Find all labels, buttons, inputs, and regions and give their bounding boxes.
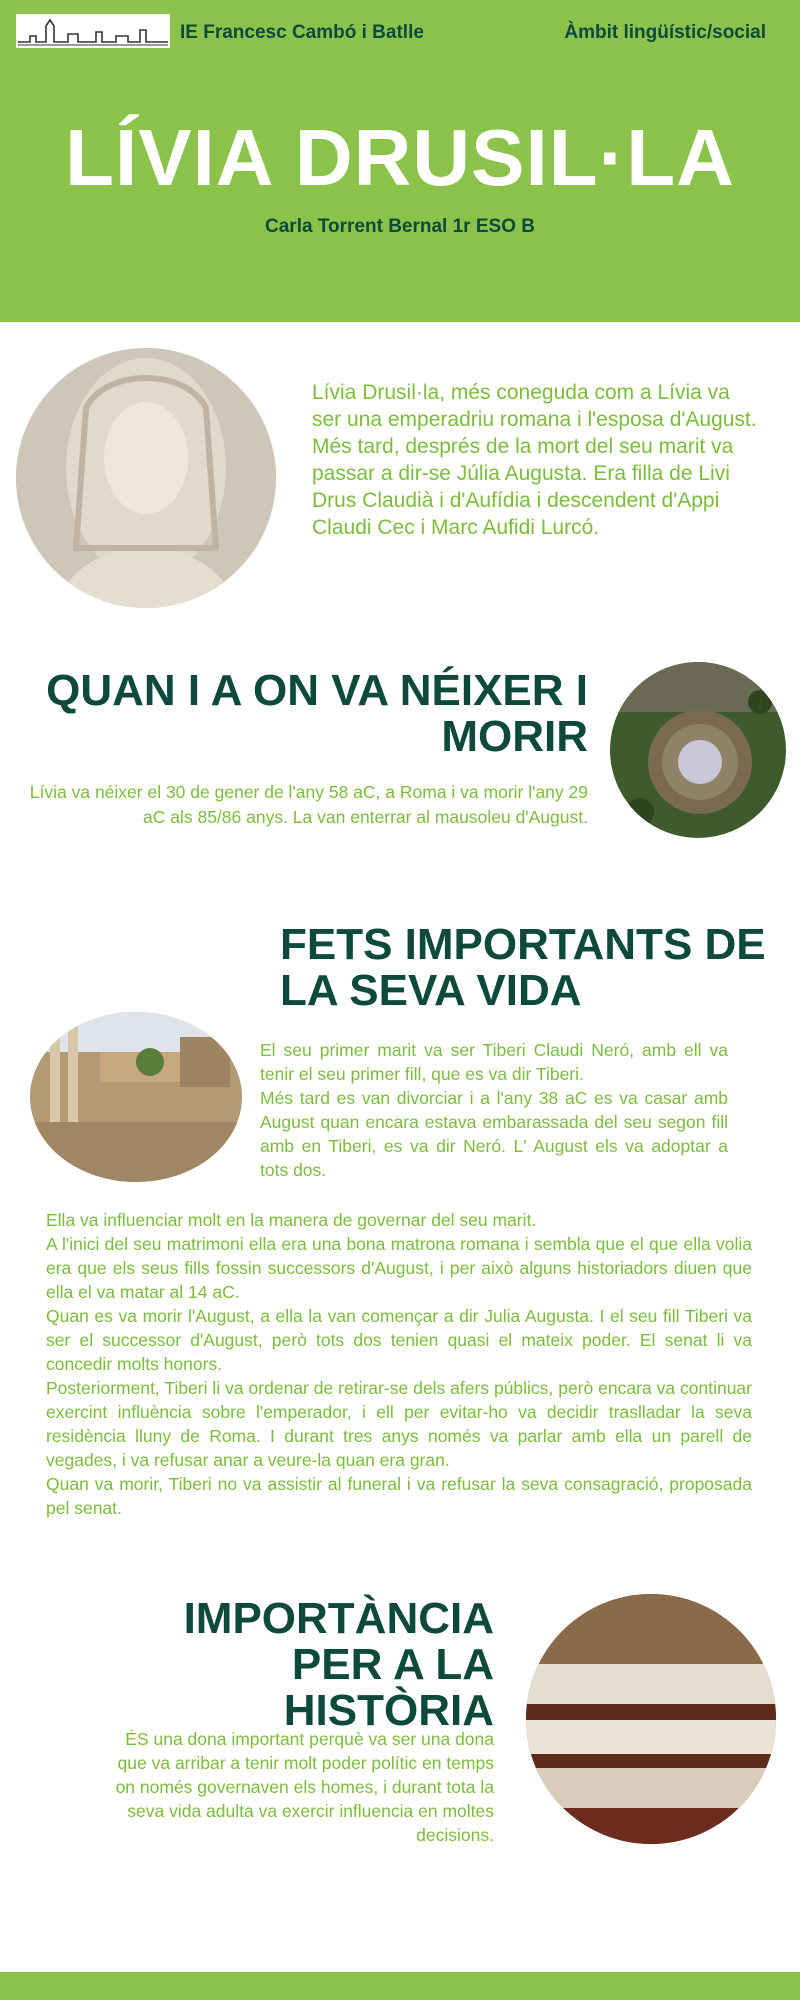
school-name: IE Francesc Cambó i Batlle [180, 22, 424, 43]
section-heading-birth-death: QUAN I A ON VA NÉIXER I MORIR [46, 666, 588, 762]
footer-bar [0, 1972, 800, 2000]
text-line: Quan es va morir l'August, a ella la van començar a dir Julia Augusta. I el seu fill Tiberi va ser el successor d'August, però tots dos tenien quasi el mateix poder. El senat li va concedir molts honors. [46, 1306, 752, 1374]
author-line: Carla Torrent Bernal 1r ESO B [265, 216, 535, 237]
importance-paragraph: ÉS una dona important perquè va ser una dona que va arribar a tenir molt poder polític en temps on només governaven els homes, i durant tota la seva vida adulta va exercir influencia en moltes decisions. [115, 1729, 494, 1845]
text-line: El seu primer marit va ser Tiberi Claudi Neró, amb ell va tenir el seu primer fill, que es va dir Tiberi. [260, 1040, 728, 1084]
text-line: Quan va morir, Tiberi no va assistir al funeral i va refusar la seva consagració, proposada pel senat. [46, 1474, 752, 1518]
page-title: LÍVIA DRUSIL·LA [65, 113, 735, 202]
marriage-paragraph [260, 1038, 728, 1182]
section-heading-historical-importance: IMPORTÀNCIA PER A LA HISTÒRIA [183, 1594, 494, 1736]
roman-forum-image [30, 1012, 242, 1182]
subject-area: Àmbit lingüístic/social [564, 22, 766, 43]
text-line: Ella va influenciar molt en la manera de governar del seu marit. [46, 1210, 537, 1230]
influence-paragraph [46, 1208, 752, 1520]
text-line: Posteriorment, Tiberi li va ordenar de retirar-se dels afers públics, però encara va continuar exercint influència sobre l'emperador, i ell per evitar-ho va decidir traslladar la seva residència lluny de Roma. I durant tres anys només va parlar amb ella un parell de vegades, i va refusar anar a veure-la quan era gran. [46, 1378, 752, 1470]
birth-death-paragraph: Lívia va néixer el 30 de gener de l'any 58 aC, a Roma i va morir l'any 29 aC als 85/86 anys. La van enterrar al mausoleu d'August. [29, 782, 588, 827]
intro-paragraph: Lívia Drusil·la, més coneguda com a Lívia va ser una emperadriu romana i l'esposa d'August. Més tard, després de la mort del seu marit va passar a dir-se Júlia Augusta. Era filla de Livi Drus Claudià i d'Aufídia i descendent d'Appi Claudi Cec i Marc Aufidi Lurcó. [312, 381, 757, 539]
text-line: A l'inici del seu matrimoni ella era una bona matrona romana i sembla que el que ella volia era que els seus fills fossin successors d'August, i per això alguns historiadors diuen que ella el va matar al 14 aC. [46, 1234, 752, 1302]
mausoleum-image [610, 662, 786, 838]
school-logo [16, 14, 170, 48]
livia-statue-image [16, 348, 276, 608]
section-heading-important-events: FETS IMPORTANTS DE LA SEVA VIDA [280, 920, 766, 1016]
roman-senate-painting-image [526, 1594, 776, 1844]
header-banner [0, 0, 800, 322]
text-line: Més tard es van divorciar i a l'any 38 aC es va casar amb August quan encara estava embarassada del seu segon fill amb en Tiberi, es va dir Neró. L' August els va adoptar a tots dos. [260, 1088, 728, 1180]
